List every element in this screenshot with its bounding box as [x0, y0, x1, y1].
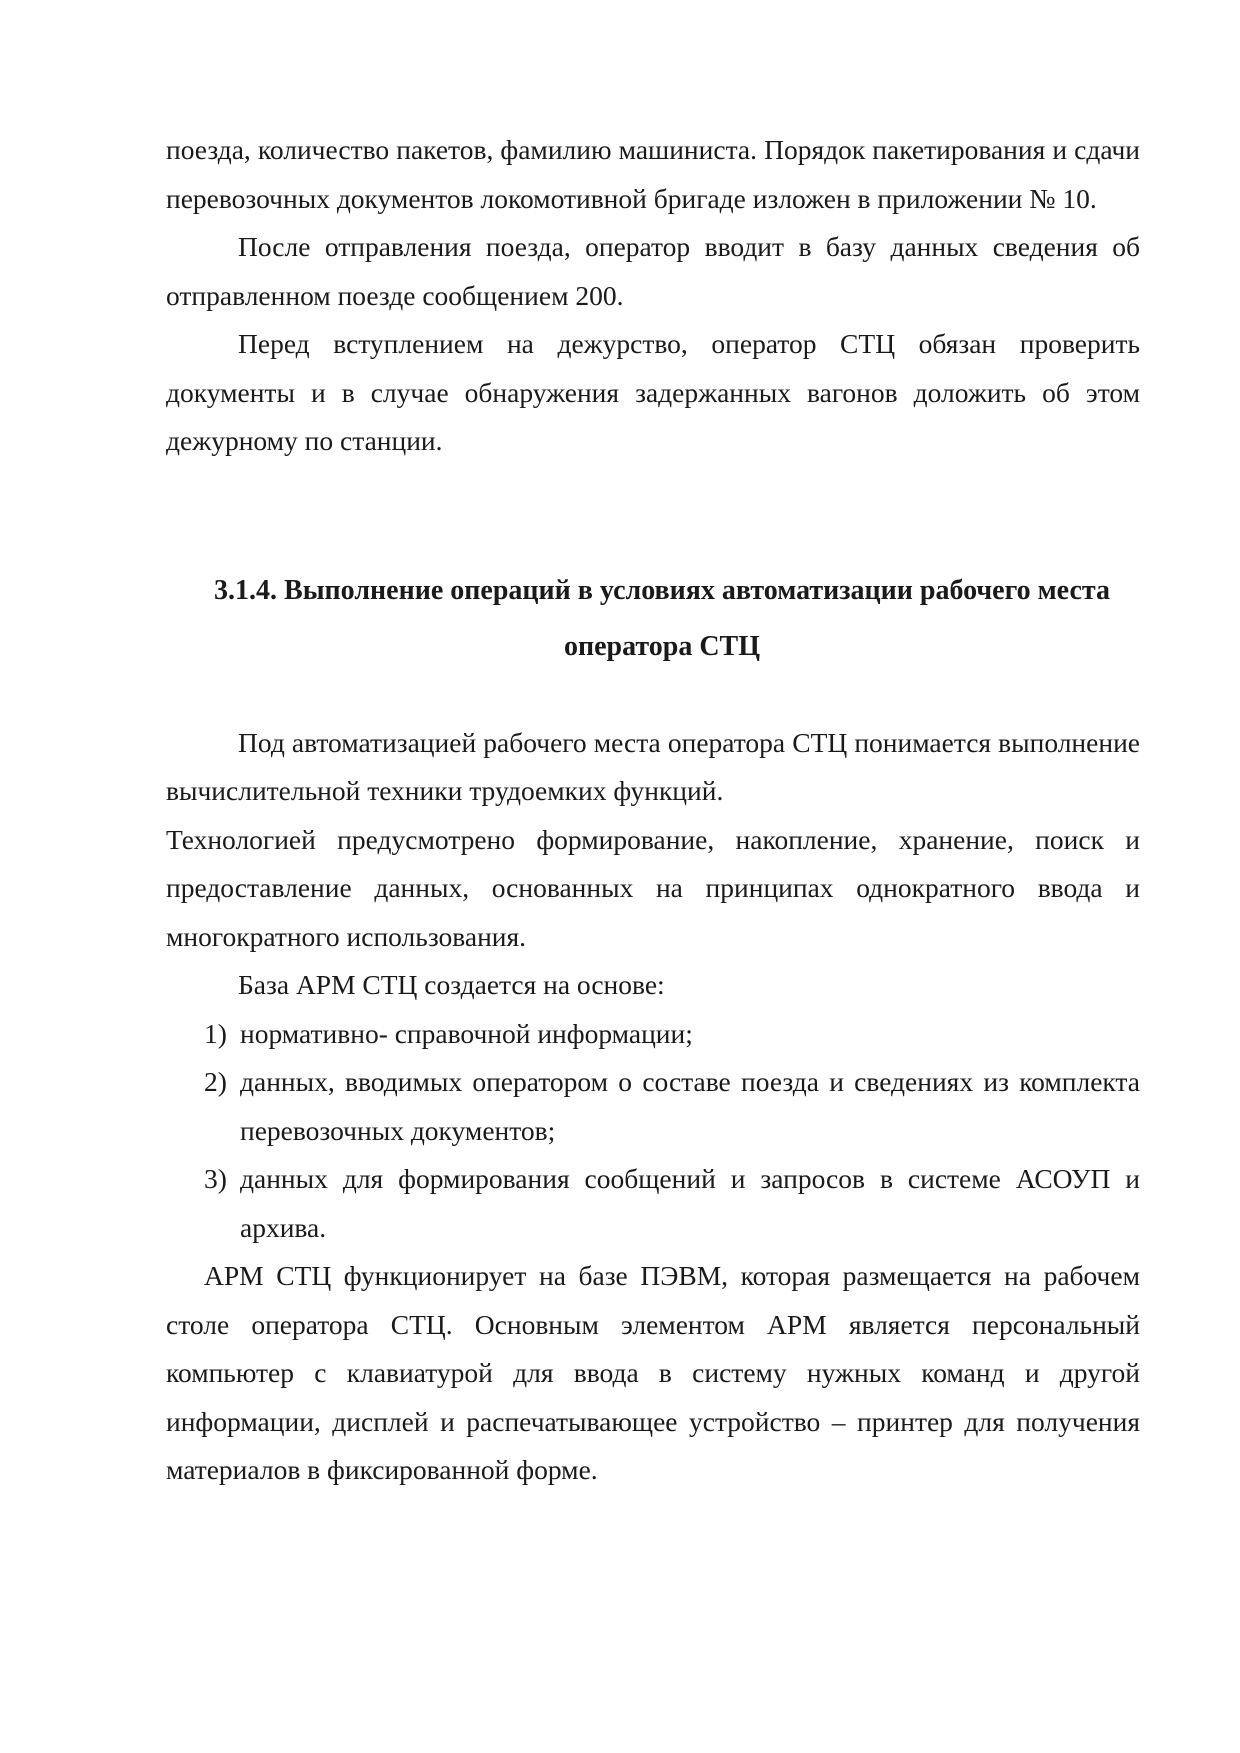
paragraph-before-duty: Перед вступлением на дежурство, оператор СТЦ обязан проверить документы и в случае обнаружения задержанных вагонов доложить об этом дежурному по станции. [166, 328, 1140, 456]
list-item-text: данных, вводимых оператором о составе поезда и сведениях из комплекта перевозочных документов; [240, 1066, 1140, 1146]
base-sources-list [166, 1010, 1140, 1253]
paragraph-arm-description: АРМ СТЦ функционирует на базе ПЭВМ, которая размещается на рабочем столе оператора СТЦ. Основным элементом АРМ является персональный компьютер с клавиатурой для ввода в систему нужных команд и другой информации, дисплей и распечатывающее устройство – принтер для получения материалов в фиксированной форме. [166, 1260, 1140, 1485]
section-heading-line-2: оператора СТЦ [563, 630, 761, 662]
list-item-text: нормативно- справочной информации; [240, 1017, 693, 1049]
paragraph-automation-definition: Под автоматизацией рабочего места оператора СТЦ понимается выполнение вычислительной техники трудоемких функций. [166, 726, 1140, 806]
list-item-number: 2) [204, 1066, 227, 1097]
paragraph-base-intro: База АРМ СТЦ создается на основе: [238, 969, 665, 1000]
section-heading [166, 563, 1140, 675]
paragraph-after-departure: После отправления поезда, оператор вводит в базу данных сведения об отправленном поезде сообщением 200. [166, 231, 1140, 311]
paragraph-technology: Технологией предусмотрено формирование, накопление, хранение, поиск и предоставление данных, основанных на принципах однократного ввода и многократного использования. [166, 823, 1140, 952]
list-item [166, 1155, 1140, 1252]
list-item-number: 1) [204, 1017, 227, 1049]
list-item-text: данных для формирования сообщений и запросов в системе АСОУП и архива. [240, 1163, 1140, 1243]
list-item [166, 1058, 1140, 1155]
document-body [166, 126, 1140, 1495]
list-item [166, 1010, 1140, 1059]
list-item-number: 3) [204, 1163, 227, 1194]
paragraph-continuation: поезда, количество пакетов, фамилию машиниста. Порядок пакетирования и сдачи перевозочных документов локомотивной бригаде изложен в приложении № 10. [166, 134, 1140, 214]
section-heading-line-1: 3.1.4. Выполнение операций в условиях автоматизации рабочего места [214, 574, 1110, 606]
